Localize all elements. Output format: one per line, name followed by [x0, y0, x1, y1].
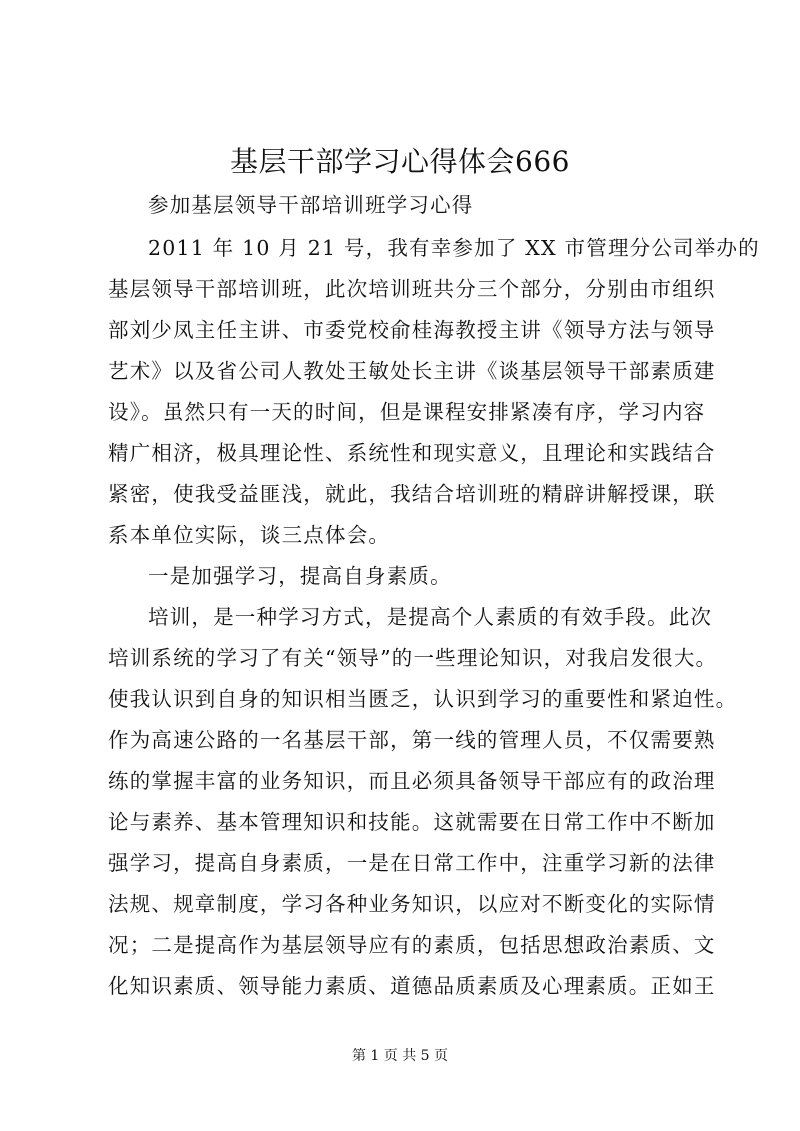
paragraph-line: 培训，是一种学习方式，是提高个人素质的有效手段。此次	[148, 605, 713, 629]
page-footer: 第 1 页 共 5 页	[351, 1048, 449, 1064]
paragraph-line: 论与素养、基本管理知识和技能。这就需要在日常工作中不断加	[108, 810, 716, 834]
paragraph-line: 强学习，提高自身素质，一是在日常工作中，注重学习新的法律	[108, 851, 716, 875]
paragraph-line: 部刘少凤主任主讲、市委党校俞桂海教授主讲《领导方法与领导	[108, 318, 716, 342]
paragraph-line: 紧密，使我受益匪浅，就此，我结合培训班的精辟讲解授课，联	[108, 482, 716, 506]
paragraph-line: 培训系统的学习了有关“领导”的一些理论知识，对我启发很大。	[108, 646, 718, 670]
paragraph-line: 2011 年 10 月 21 号，我有幸参加了 XX 市管理分公司举办的	[148, 236, 760, 260]
paragraph-line: 精广相济，极具理论性、系统性和现实意义，且理论和实践结合	[108, 441, 716, 465]
paragraph-line: 作为高速公路的一名基层干部，第一线的管理人员，不仅需要熟	[108, 728, 716, 752]
paragraph-line: 系本单位实际，谈三点体会。	[108, 523, 391, 547]
paragraph-line: 基层领导干部培训班，此次培训班共分三个部分，分别由市组织	[108, 277, 716, 301]
subtitle-line: 参加基层领导干部培训班学习心得	[148, 193, 474, 217]
paragraph-line: 法规、规章制度，学习各种业务知识，以应对不断变化的实际情	[108, 892, 716, 916]
paragraph-line: 使我认识到自身的知识相当匮乏，认识到学习的重要性和紧迫性。	[108, 687, 738, 711]
paragraph-line: 设》。虽然只有一天的时间，但是课程安排紧凑有序，学习内容	[108, 400, 706, 424]
paragraph-line: 化知识素质、领导能力素质、道德品质素质及心理素质。正如王	[108, 974, 716, 998]
paragraph-line: 况；二是提高作为基层领导应有的素质，包括思想政治素质、文	[108, 933, 716, 957]
document-title: 基层干部学习心得体会666	[230, 145, 570, 178]
paragraph-line: 艺术》以及省公司人教处王敏处长主讲《谈基层领导干部素质建	[108, 359, 716, 383]
section-heading: 一是加强学习，提高自身素质。	[148, 564, 452, 588]
paragraph-line: 练的掌握丰富的业务知识，而且必须具备领导干部应有的政治理	[108, 769, 716, 793]
